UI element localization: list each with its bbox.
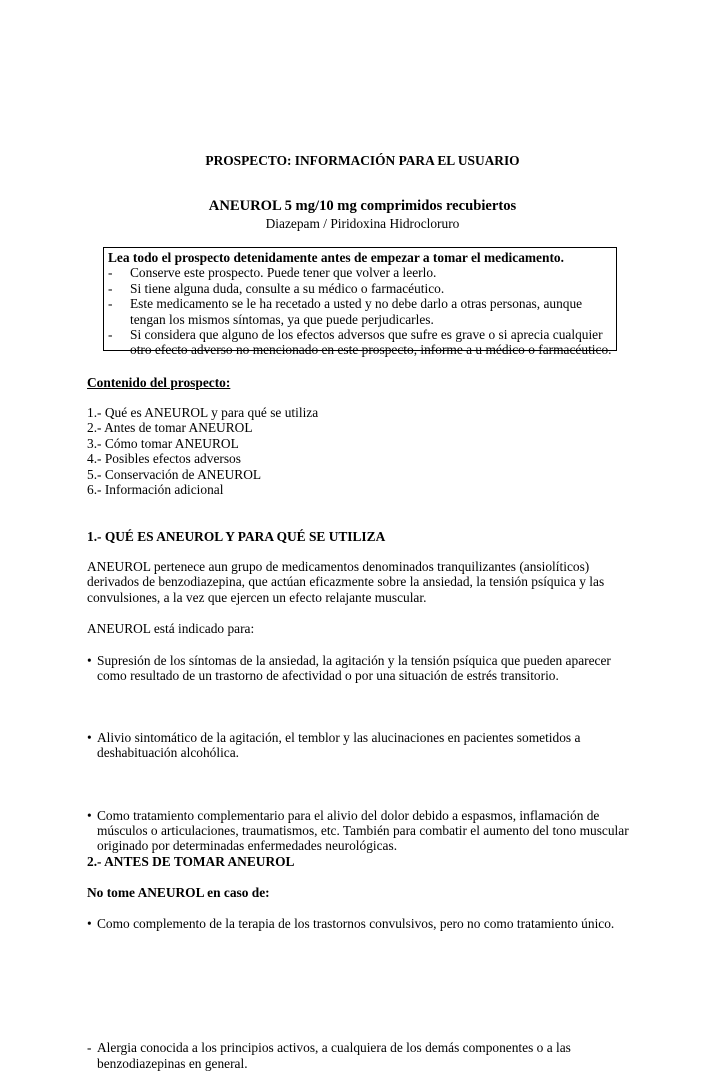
contents-item: 6.- Información adicional <box>87 482 224 498</box>
notice-item: - Conserve este prospecto. Puede tener que volver a leerlo. <box>108 265 437 281</box>
contents-item: 4.- Posibles efectos adversos <box>87 451 241 467</box>
indication-item: • Alivio sintomático de la agitación, el temblor y las alucinaciones en pacientes sometidos a deshabituación alcohólica. <box>87 729 581 761</box>
bullet-icon: • <box>87 807 92 823</box>
section1-intro: ANEUROL pertenece aun grupo de medicamentos denominados tranquilizantes (ansiolíticos) derivados de benzodiazepina, que actúan eficazmente sobre la ansiedad, la tensión psíquica y las convulsiones, a la vez que ejercen un efecto relajante muscular. <box>87 559 605 605</box>
bullet-icon: • <box>87 653 92 668</box>
notice-title: Lea todo el prospecto detenidamente antes de empezar a tomar el medicamento. <box>108 250 564 265</box>
bullet-icon: • <box>87 729 92 745</box>
section1-heading: 1.- QUÉ ES ANEUROL Y PARA QUÉ SE UTILIZA <box>87 529 386 544</box>
section2-subheading: No tome ANEUROL en caso de: <box>87 885 270 900</box>
notice-item: - Este medicamento se le ha recetado a usted y no debe darlo a otras personas, aunque tengan los mismos síntomas, ya que puede perjudicarles. <box>108 296 583 327</box>
bullet-icon: • <box>87 915 92 931</box>
contents-heading: Contenido del prospecto: <box>87 375 231 390</box>
section1-indicated: ANEUROL está indicado para: <box>87 621 255 636</box>
notice-item: - Si considera que alguno de los efectos adversos que sufre es grave o si aprecia cualquier otro efecto adverso no mencionado en este prospecto, informe a u médico o farmacéutico. <box>108 327 612 358</box>
contents-item: 1.- Qué es ANEUROL y para qué se utiliza <box>87 405 319 420</box>
indication-item: • Supresión de los síntomas de la ansiedad, la agitación y la tensión psíquica que pueden aparecer como resultado de un trastorno de afectividad o por una situación de estrés transitorio. <box>87 653 611 684</box>
indication-item: • Como complemento de la terapia de los trastornos convulsivos, pero no como tratamiento único. <box>87 915 615 931</box>
product-title: ANEUROL 5 mg/10 mg comprimidos recubiertos <box>208 198 517 214</box>
contraindication-item: - Alergia conocida a los principios activos, a cualquiera de los demás componentes o a las benzodiazepinas en general. <box>87 1040 571 1071</box>
indication-item: • Como tratamiento complementario para el alivio del dolor debido a espasmos, inflamación de músculos o articulaciones, traumatismos, etc. También para combatir el aumento del tono muscular originado por determinadas enfermedades neurológicas. <box>87 807 629 854</box>
contents-item: 3.- Cómo tomar ANEUROL <box>87 435 239 451</box>
contents-item: 5.- Conservación de ANEUROL <box>87 466 262 482</box>
contents-list <box>87 405 647 497</box>
notice-box <box>103 247 617 358</box>
product-subtitle: Diazepam / Piridoxina Hidrocloruro <box>265 216 460 231</box>
document-header: PROSPECTO: INFORMACIÓN PARA EL USUARIO <box>205 153 520 168</box>
contents-item: 2.- Antes de tomar ANEUROL <box>87 420 253 436</box>
notice-item: - Si tiene alguna duda, consulte a su médico o farmacéutico. <box>108 280 445 296</box>
section2-heading: 2.- ANTES DE TOMAR ANEUROL <box>87 854 295 869</box>
